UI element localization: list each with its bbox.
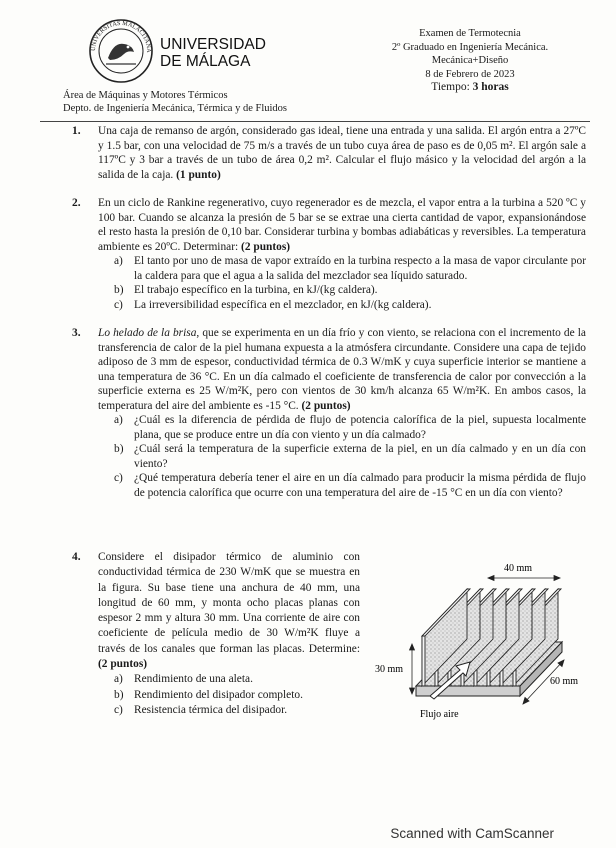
question-4: 4. Considere el disipador térmico de aluminio con conductividad térmica de 230 W/mK que se muestra en la figura. Su base tiene una anchura de 40 mm, una longitud de 60 mm, y monta ocho placas planas con espesor 2 mm y altura 30 mm. Una corriente de aire con coeficiente de película medio de 30 W/m²K fluye a través de los canales que forman las placas. Determine: (2 puntos) a) Rendimiento de una aleta. b) Rendimiento del disipador completo. c) Resistencia térmica del disipador. [98, 550, 360, 718]
question-3-item-a: a) ¿Cuál es la diferencia de pérdida de flujo de potencia calorífica de la piel, supuesta localmente plana, que se produce entre un día con viento y un día calmado? [114, 414, 586, 441]
question-3: 3. Lo helado de la brisa, que se experimenta en un día frío y con viento, se relaciona con el incremento de la transferencia de calor de la piel humana expuesta a la atmósfera circundante. Considere una capa de tejido adiposo de 3 mm de espesor, conductividad térmica de 0.3 W/mK y cuya superficie interior se mantiene a una temperatura de 36 °C. En un día calmado el coeficiente de transferencia de calor por convección a la superficie externa es 25 W/m²K, pero con vientos de 30 km/h alcanza 65 W/m²K. En ambos casos, la temperatura del aire del ambiente es -15 °C. (2 puntos) a) ¿Cuál es la diferencia de pérdida de flujo de potencia calorífica de la piel, supuesta localmente plana, que se produce entre un día con viento y un día calmado? b) ¿Cuál será la temperatura de la superficie externa de la piel, en un día calmado y en un día con viento? c) ¿Qué temperatura debería tener el aire en un día calmado para producir la misma pérdida de flujo de potencia calorífica que ocurre con una temperatura del aire de -15 °C en un día con viento? [72, 327, 586, 499]
svg-text:UNIVERSITAS MALACITANA: UNIVERSITAS MALACITANA [89, 19, 153, 53]
exam-info: Examen de Termotecnia 2º Graduado en Ingeniería Mecánica. Mecánica+Diseño 8 de Febrero de 2023 Tiempo: 3 horas [391, 28, 549, 93]
header-divider [40, 121, 590, 122]
question-4-item-c: c) Resistencia térmica del disipador. [114, 703, 288, 716]
scanner-watermark: Scanned with CamScanner [390, 826, 554, 841]
question-3-item-b: b) ¿Cuál será la temperatura de la superficie externa de la piel, en un día calmado y en un día con viento? [114, 443, 586, 470]
width-label: 40 mm [503, 563, 533, 574]
heat-sink-figure [370, 556, 579, 726]
question-2: 2. En un ciclo de Rankine regenerativo, cuyo regenerador es de mezcla, el vapor entra a la turbina a 520 ºC y 100 bar. Cuando se alcanza la presión de 5 bar se se extrae una cierta cantidad de vapor, expansionándose el resto hasta la presión de 0,10 bar. Considerar turbina y bombas adiabáticas y reversibles. La temperatura ambiente es 20ºC. Determinar: (2 puntos) a) El tanto por uno de masa de vapor extraído en la turbina respecto a la masa de vapor circulante por la caldera para que el agua a la salida del mezclador sea líquido saturado. b) El trabajo específico en la turbina, en kJ/(kg caldera). c) La irreversibilidad específica en el mezclador, en kJ/(kg caldera). [72, 197, 586, 311]
question-4-item-a: a) Rendimiento de una aleta. [114, 673, 253, 686]
height-dimension [410, 644, 415, 694]
flow-label: Flujo aire [420, 709, 459, 720]
university-seal-logo [88, 18, 154, 84]
question-2-item-c: c) La irreversibilidad específica en el mezclador, en kJ/(kg caldera). [114, 298, 432, 311]
question-4-item-b: b) Rendimiento del disipador completo. [114, 688, 303, 701]
height-label: 30 mm [375, 664, 404, 675]
question-3-item-c: c) ¿Qué temperatura debería tener el aire en un día calmado para producir la misma pérdida de flujo de potencia calorífica que ocurre con una temperatura del aire de -15 °C en un día con viento? [114, 472, 586, 499]
question-1: 1. Una caja de remanso de argón, considerado gas ideal, tiene una entrada y una salida. El argón entra a 27ºC y 1.5 bar, con una velocidad de 75 m/s a través de un tubo cuya área de paso es de 0,05 m². El argón sale a 117ºC y 3 bar a través de un tubo de área 0,2 m². Calcular el flujo másico y la velocidad del argón a la salida de la caja. (1 punto) [72, 125, 586, 181]
question-2-item-b: b) El trabajo específico en la turbina, en kJ/(kg caldera). [114, 284, 378, 296]
question-2-item-a: a) El tanto por uno de masa de vapor extraído en la turbina respecto a la masa de vapor circulante por la caldera para que el agua a la salida del mezclador sea líquido saturado. [114, 255, 586, 282]
department-info: Área de Máquinas y Motores Térmicos Depto. de Ingeniería Mecánica, Térmica y de Fluidos [63, 90, 288, 114]
length-label: 60 mm [550, 676, 579, 687]
university-name: UNIVERSIDAD DE MÁLAGA [160, 36, 266, 70]
width-dimension [488, 576, 560, 581]
